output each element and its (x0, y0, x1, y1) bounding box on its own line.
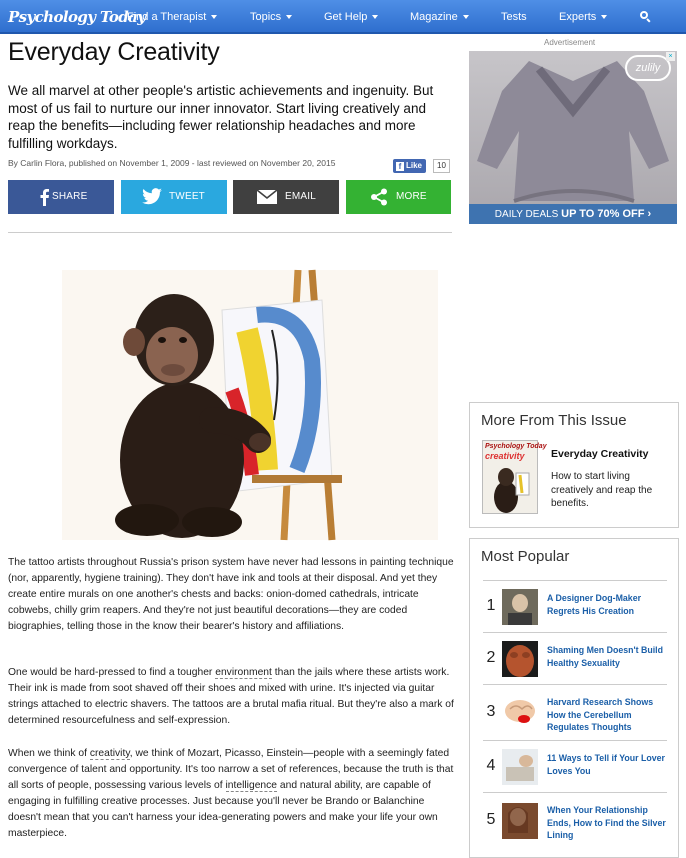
divider (8, 232, 452, 233)
top-nav (0, 0, 686, 34)
thumbnail-image (502, 589, 538, 625)
ad-strip-text: DAILY DEALS (494, 209, 562, 220)
nav-magazine[interactable] (410, 0, 469, 34)
popular-item[interactable] (483, 792, 667, 848)
envelope-icon (257, 188, 277, 206)
chimpanzee-painting-image (62, 270, 438, 540)
keyword-link-intelligence[interactable]: intelligence (225, 780, 278, 791)
nav-label: Get Help (324, 11, 368, 23)
article-paragraph-2 (8, 665, 454, 729)
chevron-down-icon (463, 15, 469, 19)
popular-item-link[interactable]: 11 Ways to Tell if Your Lover Loves You (547, 753, 665, 776)
more-label: MORE (396, 191, 427, 202)
text-span: and natural ability, are capable of engaging in fulfilling creative processes. Just because you'll never be Brando or Balanchine doesn't mean that you can't harness your idea-generating powers and make your life your own masterpiece. (8, 780, 438, 839)
chevron-down-icon (601, 15, 607, 19)
rank-number: 5 (486, 811, 496, 828)
nav-label: Magazine (410, 11, 458, 23)
popular-item[interactable] (483, 632, 667, 684)
advertisement-banner[interactable] (469, 51, 677, 224)
facebook-like-button[interactable] (393, 159, 426, 173)
search-icon[interactable] (640, 11, 651, 22)
more-from-issue-box (469, 402, 679, 528)
share-label: SHARE (52, 191, 88, 202)
cover-chimp-image (491, 467, 531, 513)
popular-item[interactable] (483, 684, 667, 740)
popular-item-link[interactable]: Harvard Research Shows How the Cerebellum Regulates Thoughts (547, 697, 654, 732)
chevron-down-icon (372, 15, 378, 19)
ad-strip-offer: UP TO 70% OFF (561, 208, 645, 220)
brain-thumbnail-image (502, 695, 538, 731)
popular-item[interactable] (483, 580, 667, 632)
thumbnail-image (502, 749, 538, 785)
email-label: EMAIL (285, 191, 317, 202)
most-popular-box (469, 538, 679, 858)
nav-topics[interactable] (250, 0, 292, 34)
article-title: Everyday Creativity (8, 38, 220, 66)
tweet-label: TWEET (169, 191, 205, 202)
advertisement-label: Advertisement (544, 38, 596, 47)
text-span: When we think of (8, 748, 90, 759)
tweet-button[interactable] (121, 180, 227, 214)
keyword-link-environment[interactable]: environment (215, 667, 272, 678)
twitter-bird-icon (141, 188, 163, 206)
zulily-logo: zulily (625, 55, 671, 81)
rank-number: 1 (486, 597, 496, 614)
text-span: than the jails where these artists work. Their ink is made from soot shaved off their shoes and mixed with urine. It's injected via guitar strings attached to electric shavers. The tattoos are a brutal mafia ritual. But they're also a mark of determined resourcefulness and self-expression. (8, 667, 454, 726)
popular-item-link[interactable]: When Your Relationship Ends, How to Find the Silver Lining (547, 805, 666, 840)
like-count: 10 (433, 159, 450, 173)
nav-label: Experts (559, 11, 597, 23)
popular-item-link[interactable]: A Designer Dog-Maker Regrets His Creation (547, 593, 642, 616)
chevron-down-icon (286, 15, 292, 19)
byline: By Carlin Flora, published on November 1, 2009 - last reviewed on November 20, 2015 (8, 158, 336, 168)
nav-label: Topics (250, 11, 282, 23)
cover-headline: creativity (485, 451, 525, 461)
text-span: One would be hard-pressed to find a tougher (8, 667, 216, 678)
article-subtitle: We all marvel at other people's artistic achievements and ingenuity. But most of us fail to nurture our inner innovator. Start living creatively and reap the benefits—including fewer relationship headaches and more fulfilling workdays. (8, 83, 434, 151)
nav-label: Tests (501, 11, 527, 23)
facebook-share-button[interactable] (8, 180, 114, 214)
nav-experts[interactable] (559, 0, 607, 34)
popular-item[interactable] (483, 740, 667, 792)
rank-number: 2 (486, 649, 496, 666)
keyword-link-creativity[interactable]: creativity (89, 748, 130, 759)
thumbnail-image (502, 803, 538, 839)
ad-choices-icon[interactable]: × (666, 52, 675, 61)
ad-promo-strip (469, 204, 677, 224)
issue-article-desc: How to start living creatively and reap the benefits. (551, 471, 653, 509)
email-button[interactable] (233, 180, 339, 214)
chevron-right-icon: › (644, 208, 652, 220)
rank-number: 3 (486, 703, 496, 720)
facebook-icon: f (396, 162, 404, 171)
rank-number: 4 (486, 757, 496, 774)
popular-item-link[interactable]: Shaming Men Doesn't Build Healthy Sexuality (547, 645, 663, 668)
article-paragraph-1: The tattoo artists throughout Russia's prison system have never had lessons in painting technique (nor, apparently, hygiene training). They don't have ink and tools at their disposal. And yet they create entire murals on one another's chests and backs: onion-domed cathedrals, intricate cobwebs, chilly grim reapers. And they're not just beautiful decorations—they are coded biographies, telling those in the know their bearer's history and affiliations. (8, 557, 454, 632)
nav-get-help[interactable] (324, 0, 378, 34)
text-span: , we think of Mozart, Picasso, Einstein—people with a seemingly fated convergence of talent and opportunity. It's too narrow a set of references, because the truth is that all sorts of people, possessing various levels of (8, 748, 454, 791)
magazine-cover[interactable] (482, 440, 547, 514)
chevron-down-icon (211, 15, 217, 19)
nav-label: Find a Therapist (127, 11, 207, 23)
thumbnail-image (502, 641, 538, 677)
more-share-button[interactable] (346, 180, 451, 214)
box-heading: More From This Issue (481, 412, 627, 429)
nav-find-a-therapist[interactable] (127, 0, 217, 34)
box-heading: Most Popular (481, 548, 570, 565)
cover-masthead: Psychology Today (485, 443, 547, 450)
nav-tests[interactable] (501, 0, 527, 34)
site-logo[interactable]: Psychology Today (8, 8, 146, 26)
issue-article-title[interactable]: Everyday Creativity (551, 448, 649, 460)
article-paragraph-3 (8, 746, 454, 842)
like-label: Like (406, 161, 423, 170)
share-icon (370, 188, 388, 206)
